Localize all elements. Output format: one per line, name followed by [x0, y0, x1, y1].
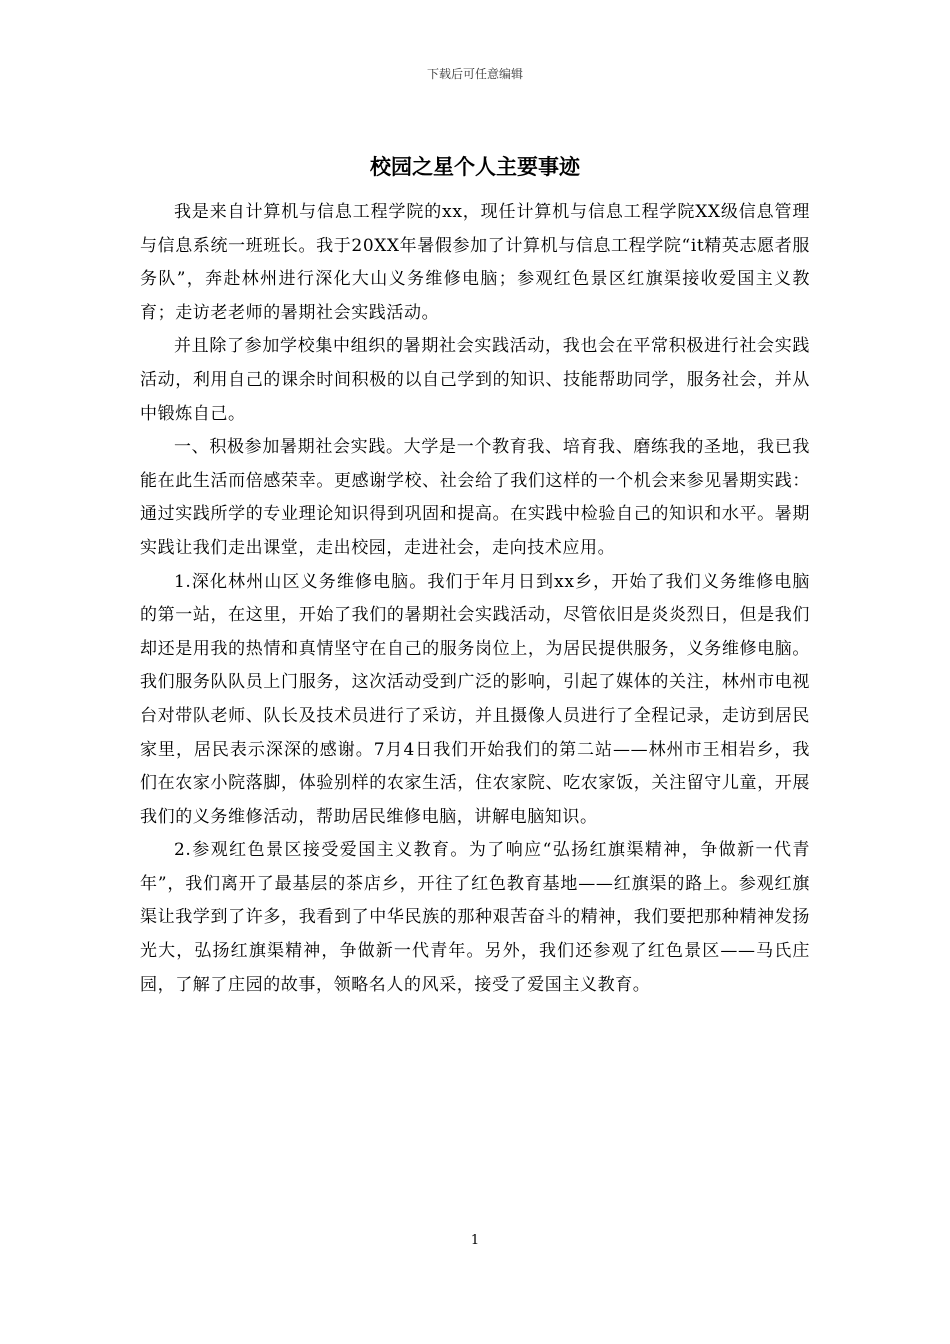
paragraph-intro: 我是来自计算机与信息工程学院的xx，现任计算机与信息工程学院XX级信息管理与信息系统一班班长。我于20XX年暑假参加了计算机与信息工程学院“it精英志愿者服务队”，奔赴林州进行深化大山义务维修电脑；参观红色景区红旗渠接收爱国主义教育；走访老老师的暑期社会实践活动。	[140, 202, 810, 323]
paragraph-daily-practice: 并且除了参加学校集中组织的暑期社会实践活动，我也会在平常积极进行社会实践活动，利用自己的课余时间积极的以自己学到的知识、技能帮助同学，服务社会，并从中锻炼自己。	[140, 336, 810, 424]
paragraph-item-one: 1.深化林州山区义务维修电脑。我们于年月日到xx乡，开始了我们义务维修电脑的第一站，在这里，开始了我们的暑期社会实践活动，尽管依旧是炎炎烈日，但是我们却还是用我的热情和真情坚守在自己的服务岗位上，为居民提供服务，义务维修电脑。我们服务队队员上门服务，这次活动受到广泛的影响，引起了媒体的关注，林州市电视台对带队老师、队长及技术员进行了采访，并且摄像人员进行了全程记录，走访到居民家里，居民表示深深的感谢。7月4日我们开始我们的第二站——林州市王相岩乡，我们在农家小院落脚，体验别样的农家生活，住农家院、吃农家饭，关注留守儿童，开展我们的义务维修活动，帮助居民维修电脑，讲解电脑知识。	[140, 571, 810, 827]
paragraph-section-one: 一、积极参加暑期社会实践。大学是一个教育我、培育我、磨练我的圣地，我已我能在此生活而倍感荣幸。更感谢学校、社会给了我们这样的一个机会来参见暑期实践：通过实践所学的专业理论知识得到巩固和提高。在实践中检验自己的知识和水平。暑期实践让我们走出课堂，走出校园，走进社会，走向技术应用。	[140, 437, 810, 558]
document-body	[140, 196, 810, 1002]
page-number: 1	[470, 1233, 480, 1248]
page-header: 下载后可任意编辑	[426, 67, 523, 81]
paragraph-item-two: 2.参观红色景区接受爱国主义教育。为了响应“弘扬红旗渠精神，争做新一代青年”，我们离开了最基层的茶店乡，开往了红色教育基地——红旗渠的路上。参观红旗渠让我学到了许多，我看到了中华民族的那种艰苦奋斗的精神，我们要把那种精神发扬光大，弘扬红旗渠精神，争做新一代青年。另外，我们还参观了红色景区——马氏庄园，了解了庄园的故事，领略名人的风采，接受了爱国主义教育。	[140, 840, 810, 995]
document-title: 校园之星个人主要事迹	[370, 154, 580, 179]
